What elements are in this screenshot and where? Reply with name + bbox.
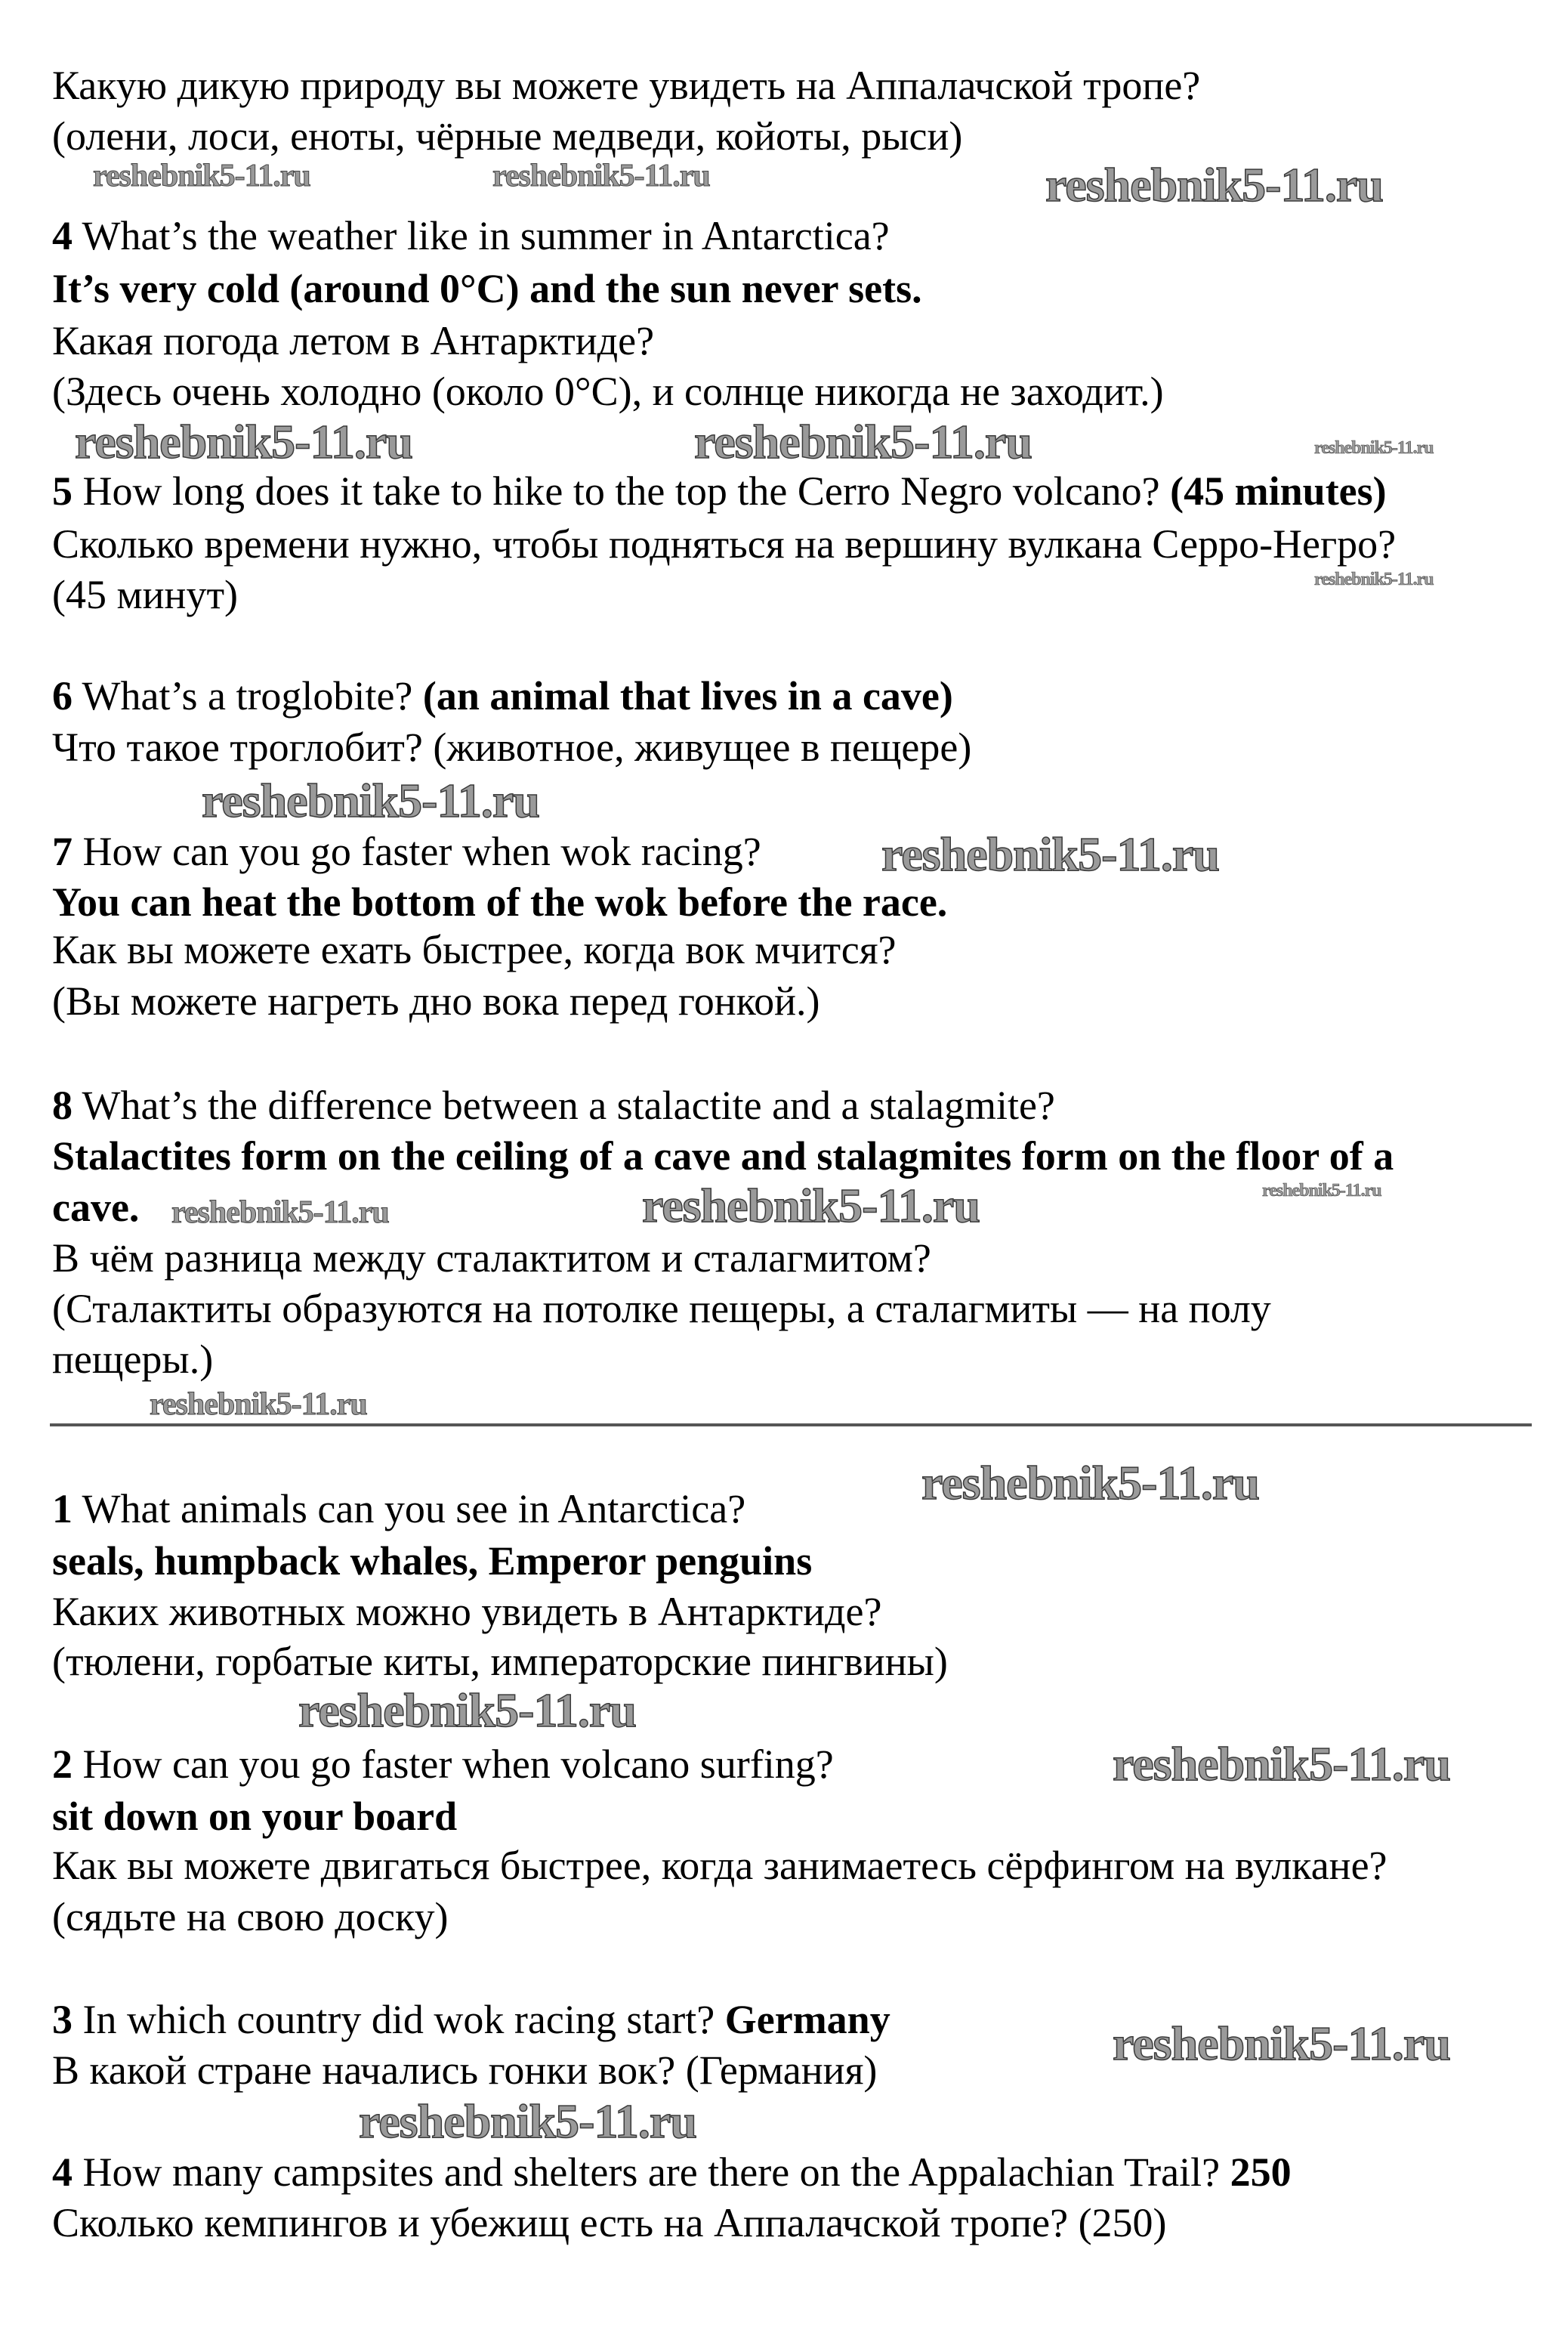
watermark: reshebnik5-11.ru — [298, 1683, 636, 1737]
text-line — [52, 61, 1200, 110]
answer-text: 8 — [52, 1083, 73, 1128]
question-text: (тюлени, горбатые киты, императорские пингвины) — [52, 1639, 948, 1684]
watermark: reshebnik5-11.ru — [1045, 158, 1383, 212]
text-line — [52, 878, 947, 926]
question-text: В чём разница между сталактитом и сталагмитом? — [52, 1235, 931, 1281]
question-text: What’s a troglobite? — [73, 673, 423, 718]
watermark: reshebnik5-11.ru — [1113, 1737, 1450, 1791]
watermark: reshebnik5-11.ru — [150, 1387, 367, 1422]
text-line — [52, 977, 820, 1025]
watermark: reshebnik5-11.ru — [1314, 570, 1434, 589]
text-line — [52, 1183, 139, 1231]
text-line — [52, 1792, 457, 1840]
watermark: reshebnik5-11.ru — [921, 1456, 1259, 1510]
answer-text: (45 minutes) — [1170, 468, 1387, 514]
text-line — [52, 1537, 812, 1585]
watermark: reshebnik5-11.ru — [492, 159, 710, 193]
text-line — [52, 317, 654, 365]
question-text: What’s the weather like in summer in Antarctica? — [73, 213, 890, 258]
question-text: Как вы можете ехать быстрее, когда вок мчится? — [52, 927, 897, 972]
question-text: Какая погода летом в Антарктиде? — [52, 318, 655, 363]
answer-text: 3 — [52, 1997, 73, 2042]
answer-text: You can heat the bottom of the wok before the race. — [52, 879, 948, 925]
text-line — [52, 1637, 948, 1686]
text-line — [52, 367, 1164, 416]
watermark: reshebnik5-11.ru — [93, 159, 310, 193]
question-text: В какой стране начались гонки вок? (Германия) — [52, 2047, 878, 2093]
question-text: How can you go faster when volcano surfing? — [73, 1741, 834, 1787]
answer-text: sit down on your board — [52, 1794, 458, 1839]
text-line — [52, 1284, 1271, 1333]
question-text: (Вы можете нагреть дно вока перед гонкой.) — [52, 978, 820, 1024]
text-line — [52, 1132, 1394, 1180]
answer-text: 4 — [52, 2149, 73, 2195]
watermark: reshebnik5-11.ru — [171, 1195, 389, 1230]
text-line — [52, 1740, 834, 1788]
question-text: In which country did wok racing start? — [73, 1997, 725, 2042]
watermark: reshebnik5-11.ru — [642, 1179, 980, 1232]
answer-text: 4 — [52, 213, 73, 258]
text-line — [52, 570, 238, 619]
watermark: reshebnik5-11.ru — [359, 2094, 696, 2148]
text-line — [52, 467, 1387, 515]
text-line — [52, 1335, 213, 1383]
text-line — [52, 1081, 1055, 1130]
text-line — [52, 2046, 877, 2094]
text-line — [52, 1234, 931, 1282]
question-text: How many campsites and shelters are there on the Appalachian Trail? — [73, 2149, 1230, 2195]
text-line — [52, 2199, 1167, 2247]
answer-text: 1 — [52, 1486, 73, 1531]
section-divider — [50, 1423, 1532, 1426]
question-text: пещеры.) — [52, 1337, 214, 1382]
watermark: reshebnik5-11.ru — [1314, 438, 1434, 458]
question-text: Какую дикую природу вы можете увидеть на Аппалачской тропе? — [52, 63, 1201, 108]
question-text: How long does it take to hike to the top the Cerro Negro volcano? — [73, 468, 1171, 514]
question-text: What’s the difference between a stalactite and a stalagmite? — [73, 1083, 1055, 1128]
text-line — [52, 1995, 890, 2044]
answer-text: (an animal that lives in a cave) — [422, 673, 953, 718]
text-line — [52, 672, 953, 720]
text-line — [52, 1587, 881, 1636]
answer-text: seals, humpback whales, Emperor penguins — [52, 1538, 813, 1584]
question-text: (Здесь очень холодно (около 0°C), и солнце никогда не заходит.) — [52, 369, 1164, 414]
text-line — [52, 112, 962, 160]
watermark: reshebnik5-11.ru — [694, 415, 1032, 468]
question-text: Что такое троглобит? (животное, живущее в пещере) — [52, 725, 972, 770]
answer-text: 6 — [52, 673, 73, 718]
answer-text: 250 — [1230, 2149, 1292, 2195]
watermark: reshebnik5-11.ru — [881, 827, 1219, 881]
answer-text: 5 — [52, 468, 73, 514]
answer-text: It’s very cold (around 0°C) and the sun never sets. — [52, 266, 922, 311]
question-text: (45 минут) — [52, 572, 239, 617]
question-text: (сядьте на свою доску) — [52, 1894, 449, 1939]
answer-text: cave. — [52, 1185, 140, 1230]
watermark: reshebnik5-11.ru — [1262, 1181, 1381, 1201]
question-text: (Сталактиты образуются на потолке пещеры, а сталагмиты — на полу — [52, 1286, 1271, 1331]
answer-text: Germany — [724, 1997, 890, 2042]
question-text: Как вы можете двигаться быстрее, когда занимаетесь сёрфингом на вулкане? — [52, 1843, 1387, 1888]
text-line — [52, 723, 971, 771]
watermark: reshebnik5-11.ru — [1113, 2016, 1450, 2070]
question-text: Каких животных можно увидеть в Антарктиде? — [52, 1589, 882, 1634]
answer-text: 7 — [52, 829, 73, 874]
question-text: What animals can you see in Antarctica? — [73, 1486, 746, 1531]
text-line — [52, 926, 897, 974]
text-line — [52, 1841, 1387, 1890]
watermark: reshebnik5-11.ru — [75, 415, 412, 468]
answer-text: 2 — [52, 1741, 73, 1787]
text-line — [52, 2148, 1292, 2196]
text-line — [52, 520, 1396, 568]
text-line — [52, 212, 890, 260]
text-line — [52, 1485, 745, 1533]
question-text: Сколько времени нужно, чтобы подняться на вершину вулкана Серро-Негро? — [52, 521, 1397, 567]
question-text: How can you go faster when wok racing? — [73, 829, 761, 874]
text-line — [52, 264, 922, 313]
watermark: reshebnik5-11.ru — [202, 774, 539, 827]
text-line — [52, 827, 761, 876]
question-text: Сколько кемпингов и убежищ есть на Аппалачской тропе? (250) — [52, 2200, 1167, 2245]
question-text: (олени, лоси, еноты, чёрные медведи, койоты, рыси) — [52, 113, 963, 159]
text-line — [52, 1893, 448, 1941]
answer-text: Stalactites form on the ceiling of a cave and stalagmites form on the floor of a — [52, 1133, 1394, 1179]
